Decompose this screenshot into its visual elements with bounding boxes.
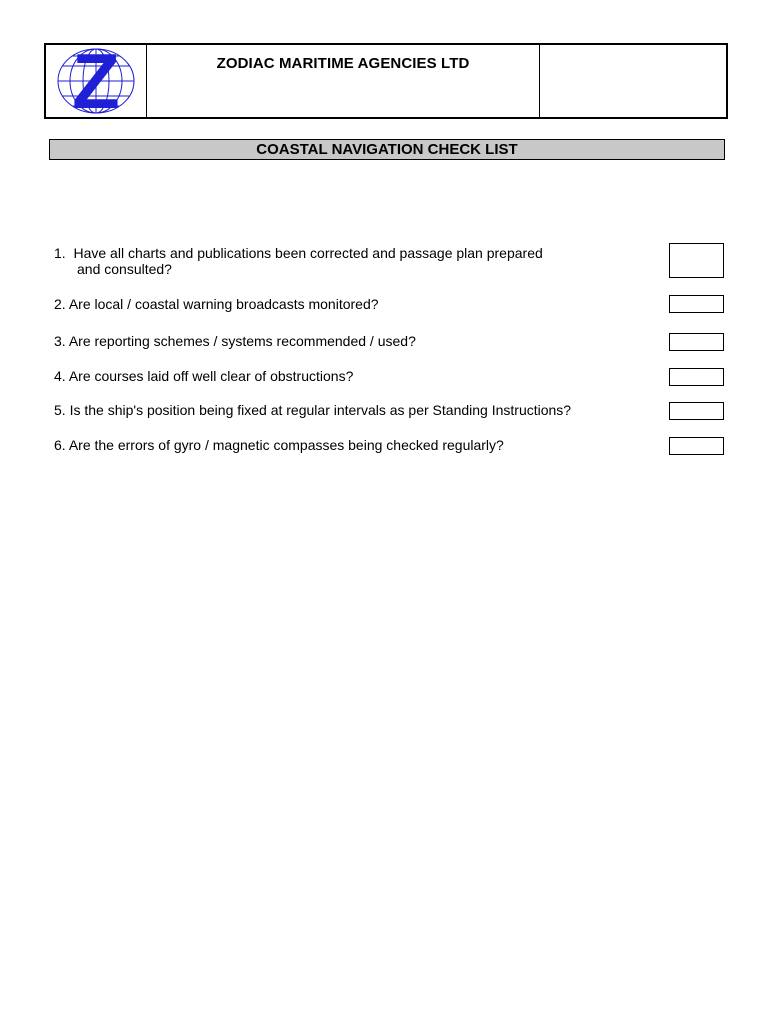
item-text: Have all charts and publications been corrected and passage plan prepared — [73, 245, 543, 261]
header-table — [44, 43, 728, 119]
item-number: 2. — [54, 296, 66, 312]
item-number: 3. — [54, 333, 66, 349]
item-text: Are local / coastal warning broadcasts monitored? — [68, 296, 379, 312]
item-text: Are the errors of gyro / magnetic compasses being checked regularly? — [68, 437, 504, 453]
item-text: Are courses laid off well clear of obstructions? — [68, 368, 354, 384]
checkbox-item-3[interactable] — [669, 333, 724, 351]
checklist-item-1 — [54, 245, 543, 277]
header-blank-cell — [540, 45, 726, 117]
checkbox-item-1[interactable] — [669, 243, 724, 278]
zodiac-logo-icon — [54, 46, 138, 116]
checkbox-item-2[interactable] — [669, 295, 724, 313]
checklist-item-4 — [54, 368, 353, 384]
logo-letter: Z — [72, 46, 120, 116]
checkbox-item-6[interactable] — [669, 437, 724, 455]
item-text: Are reporting schemes / systems recommended / used? — [68, 333, 416, 349]
checklist-item-3 — [54, 333, 416, 349]
checklist-item-5 — [54, 402, 571, 418]
checklist-item-2 — [54, 296, 379, 312]
item-text-continued: and consulted? — [77, 261, 172, 277]
company-name: ZODIAC MARITIME AGENCIES LTD — [147, 45, 540, 117]
item-number: 4. — [54, 368, 66, 384]
item-number: 6. — [54, 437, 66, 453]
checkbox-item-4[interactable] — [669, 368, 724, 386]
item-number: 1. — [54, 245, 66, 261]
checklist-item-6 — [54, 437, 504, 453]
logo-cell — [46, 45, 147, 117]
item-text: Is the ship's position being fixed at regular intervals as per Standing Instructions? — [69, 402, 572, 418]
checklist-title: COASTAL NAVIGATION CHECK LIST — [49, 139, 725, 160]
item-number: 5. — [54, 402, 66, 418]
checkbox-item-5[interactable] — [669, 402, 724, 420]
